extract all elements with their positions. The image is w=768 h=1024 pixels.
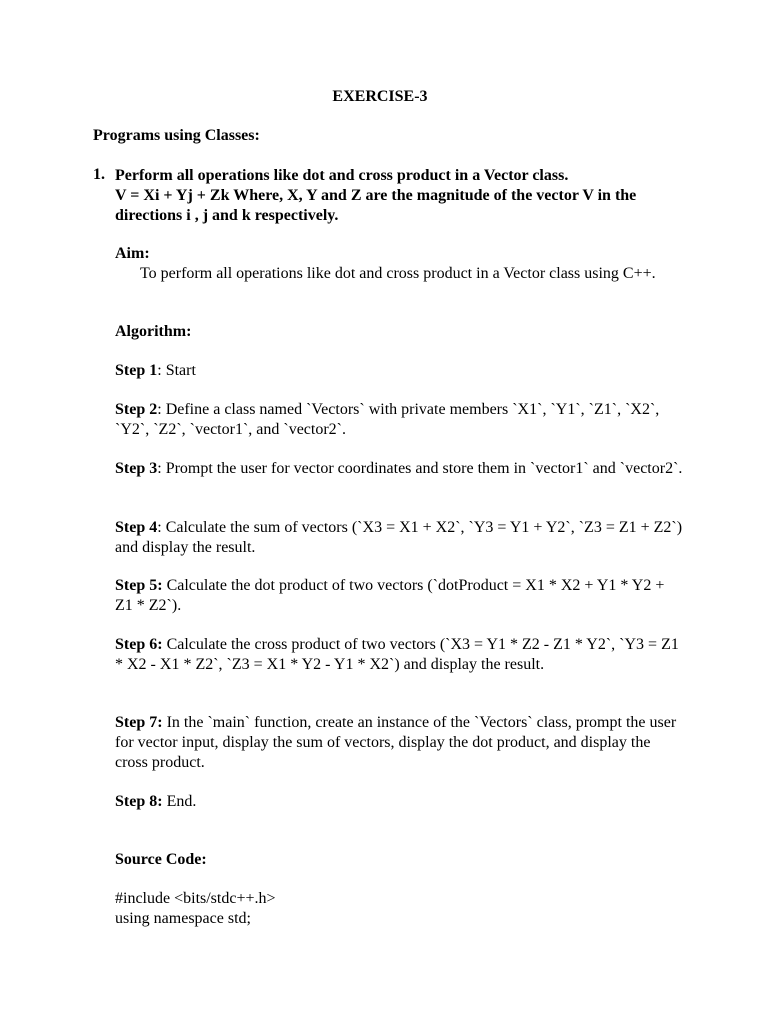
step-text: Calculate the sum of vectors (`X3 = X1 + X2`, `Y3 = Y1 + Y2`, `Z3 = Z1 + Z2`) and display the result.	[115, 519, 683, 556]
aim-text: To perform all operations like dot and cross product in a Vector class using C++.	[140, 265, 656, 282]
step-5	[115, 576, 685, 616]
question-line-2: V = Xi + Yj + Zk Where, X, Y and Z are the magnitude of the vector V in the directions i , j and k respectively.	[115, 187, 637, 224]
step-3	[115, 459, 685, 479]
source-code-heading: Source Code:	[115, 851, 207, 868]
step-6	[115, 635, 685, 675]
code-line: using namespace std;	[115, 910, 251, 927]
step-text: Prompt the user for vector coordinates and store them in `vector1` and `vector2`.	[165, 460, 683, 477]
exercise-title: EXERCISE-3	[332, 88, 428, 105]
step-text: Calculate the cross product of two vectors (`X3 = Y1 * Z2 - Z1 * Y2`, `Y3 = Z1 * X2 - X1 * Z2`, `Z3 = X1 * Y2 - Y1 * X2`) and display the result.	[115, 636, 679, 673]
aim-section	[115, 244, 685, 284]
section-heading: Programs using Classes:	[93, 127, 260, 144]
step-1	[115, 361, 685, 381]
step-text: Define a class named `Vectors` with private members `X1`, `Y1`, `Z1`, `X2`, `Y2`, `Z2`, `vector1`, and `vector2`.	[115, 401, 660, 438]
step-separator: :	[157, 519, 166, 536]
step-4	[115, 518, 685, 558]
step-text: Start	[165, 362, 196, 379]
step-separator: :	[157, 362, 166, 379]
step-label: Step 3	[115, 460, 158, 477]
step-label: Step 7:	[115, 714, 163, 731]
question-text	[115, 166, 685, 226]
algorithm-heading: Algorithm:	[115, 323, 192, 340]
step-label: Step 8:	[115, 793, 163, 810]
step-label: Step 2	[115, 401, 158, 418]
step-separator: :	[157, 401, 166, 418]
question-line-1: Perform all operations like dot and cross product in a Vector class.	[115, 167, 569, 184]
source-code-block	[115, 889, 685, 929]
step-label: Step 5:	[115, 577, 163, 594]
code-line: #include <bits/stdc++.h>	[115, 890, 276, 907]
step-2	[115, 400, 685, 440]
step-separator: :	[157, 460, 166, 477]
step-8	[115, 792, 685, 812]
step-text: Calculate the dot product of two vectors (`dotProduct = X1 * X2 + Y1 * Y2 + Z1 * Z2`).	[115, 577, 665, 614]
step-label: Step 4	[115, 519, 158, 536]
step-label: Step 1	[115, 362, 158, 379]
step-label: Step 6:	[115, 636, 163, 653]
aim-heading: Aim:	[115, 245, 150, 262]
question-number: 1.	[93, 166, 105, 183]
step-7	[115, 713, 685, 773]
step-text: End.	[166, 793, 197, 810]
step-text: In the `main` function, create an instance of the `Vectors` class, prompt the user for vector input, display the sum of vectors, display the dot product, and display the cross product.	[115, 714, 677, 771]
